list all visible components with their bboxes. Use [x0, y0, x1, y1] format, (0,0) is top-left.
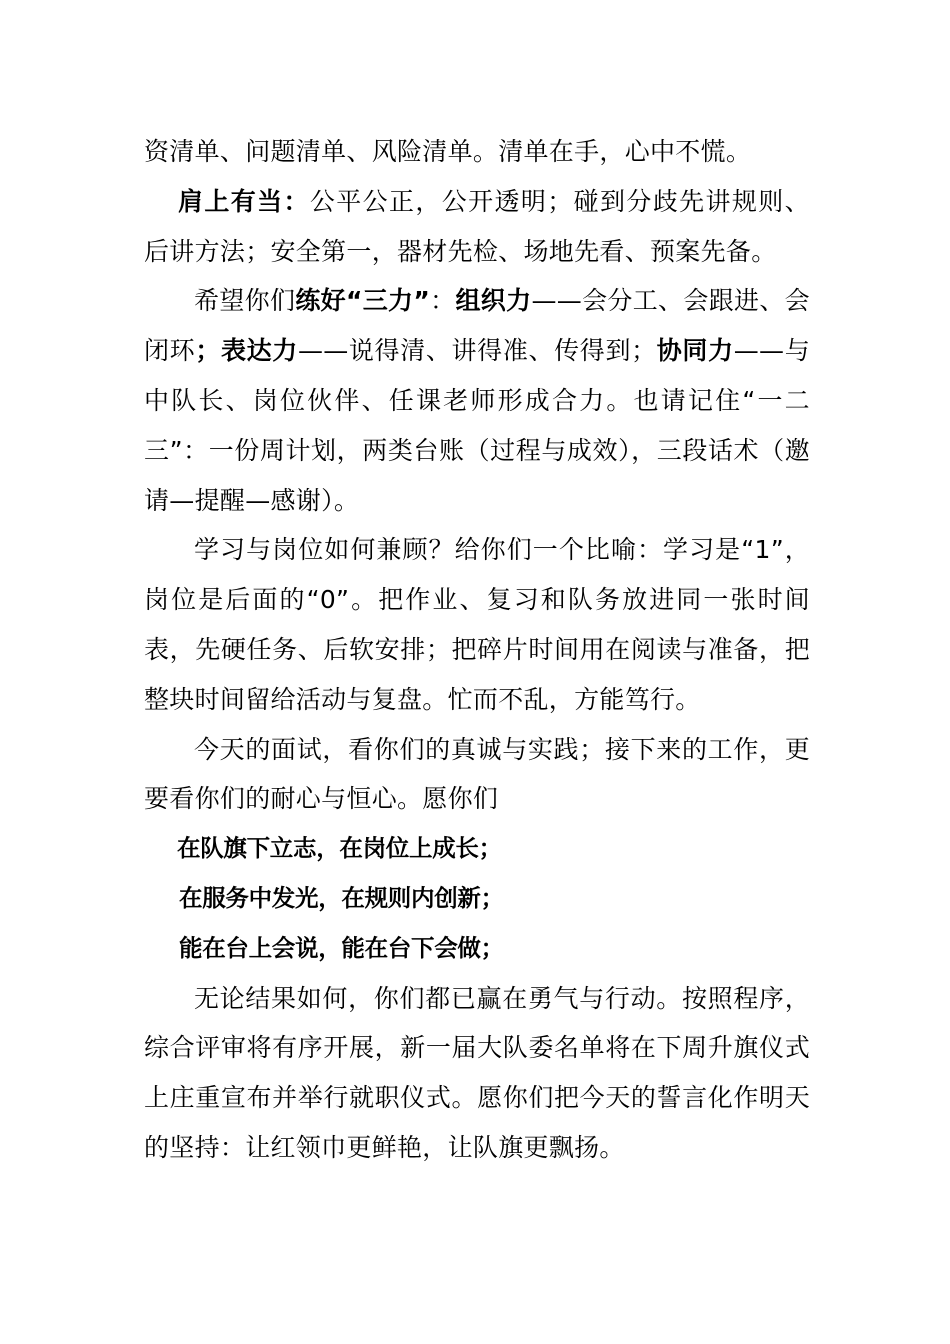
- express-ability-text: ——说得清、讲得准、传得到；: [297, 336, 657, 366]
- organize-ability-label: 组织力: [455, 286, 532, 316]
- motto-line: 在队旗下立志，在岗位上成长；: [177, 834, 502, 863]
- three-abilities-heading: 练好“三力”: [295, 286, 431, 316]
- paragraph-lists: [144, 127, 810, 177]
- paragraph-interview: [144, 725, 810, 825]
- responsibility-label: 肩上有当：: [178, 186, 310, 216]
- document-body: [144, 127, 810, 1173]
- motto-line: 能在台上会说，能在台下会做；: [179, 933, 504, 962]
- paragraph-three-abilities: [144, 276, 810, 525]
- three-abilities-colon: ：: [430, 286, 456, 316]
- express-ability-label: ；表达力: [195, 336, 298, 366]
- study-balance-text: 学习与岗位如何兼顾？给你们一个比喻：学习是“1”，岗位是后面的“0”。把作业、复习和队务放进同一张时间表，先硬任务、后软安排；把碎片时间用在阅读与准备，把整块时间留给活动与复盘。忙而不乱，方能笃行。: [144, 535, 810, 714]
- interview-text: 今天的面试，看你们的真诚与实践；接下来的工作，更要看你们的耐心与恒心。愿你们: [144, 734, 810, 814]
- three-abilities-intro: 希望你们: [194, 286, 296, 316]
- paragraph-lists-text: 资清单、问题清单、风险清单。清单在手，心中不慌。: [144, 137, 752, 166]
- motto-line: 在服务中发光，在规则内创新；: [179, 883, 504, 912]
- paragraph-closing: [144, 974, 810, 1173]
- cooperate-ability-text: ——与中队长、岗位伙伴、任课老师形成合力。也请记住“一二三”：一份周计划，两类台账（过程与成效），三段话术（邀请—提醒—感谢）。: [144, 336, 810, 515]
- closing-text: 无论结果如何，你们都已赢在勇气与行动。按照程序，综合评审将有序开展，新一届大队委名单将在下周升旗仪式上庄重宣布并举行就职仪式。愿你们把今天的誓言化作明天的坚持：让红领巾更鲜艳，让队旗更飘扬。: [144, 983, 810, 1162]
- responsibility-text: 公平公正，公开透明；碰到分歧先讲规则、后讲方法；安全第一，器材先检、场地先看、预案先备。: [144, 186, 810, 266]
- cooperate-ability-label: 协同力: [656, 336, 734, 366]
- organize-ability-text: ——会分工、会跟进、会闭环: [144, 286, 810, 366]
- paragraph-study-balance: [144, 525, 810, 724]
- paragraph-responsibility: [144, 177, 810, 277]
